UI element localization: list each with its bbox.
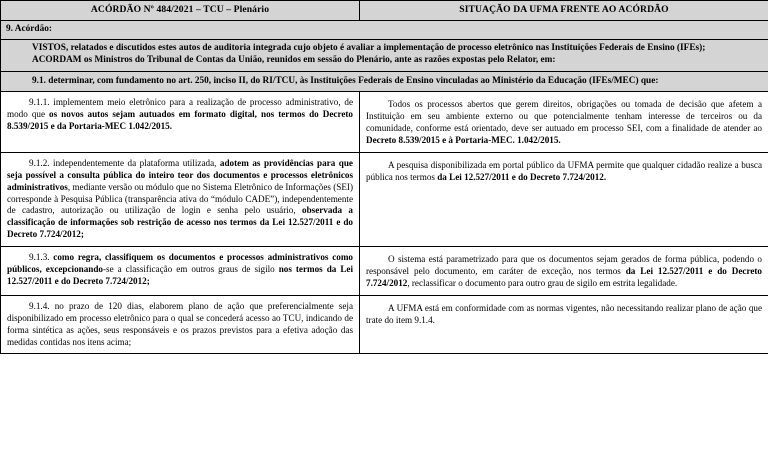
item-911-situacao-cell (360, 92, 768, 153)
preamble-vistos-keyword: VISTOS (32, 42, 66, 53)
item-914-number: 9.1.4. (29, 300, 50, 311)
item-912-acordao-text (7, 158, 353, 241)
item-914-acordao-text (7, 301, 353, 349)
table-row (1, 295, 768, 354)
item-913-number: 9.1.3. (29, 252, 50, 263)
item-913-bold-2: nos termos da Lei 12.527/2011 e do Decreto 7.724/2012; (7, 264, 353, 286)
item-913-resp-bold-1: da Lei 12.527/2011 e do Decreto 7.724/2012 (366, 266, 762, 288)
item-913-resp-plain-2: , reclassificar o documento para outro grau de sigilo em estrita legalidade. (407, 277, 678, 288)
item-912-situacao-cell (360, 152, 768, 246)
item-911-number: 9.1.1. (29, 97, 50, 108)
table-header-row (1, 1, 768, 21)
preamble-vistos-text: , relatados e discutidos estes autos de auditoria integrada cujo objeto é avaliar a implementação de processo eletrônico nas Instituições Federais de Ensino (IFEs); (65, 42, 706, 53)
item-914-plain-1: no prazo de 120 dias, elaborem plano de ação que preferencialmente seja disponibilizado em processo eletrônico para o qual se concederá acesso ao TCU, indicando de forma sintética as ações, seus responsáveis e os prazos previstos para a efetiva adoção das medidas contidas nos itens acima; (7, 300, 353, 347)
item-914-resp-plain-1: A UFMA está em conformidade com as normas vigentes, não necessitando realizar plano de ação que trate do item 9.1.4. (366, 302, 762, 325)
header-cell-situacao: SITUAÇÃO DA UFMA FRENTE AO ACÓRDÃO (360, 1, 768, 21)
determination-intro-cell (1, 71, 768, 92)
item-913-bold-1: como regra, classifiquem os documentos e processos administrativos como públicos, excepcionando (7, 252, 353, 275)
item-911-bold-1: os novos autos sejam autuados em formato digital, nos termos do Decreto 8.539/2015 e da Portaria-MEC 1.042/2015. (7, 109, 353, 132)
item-914-acordao-cell (1, 295, 360, 354)
header-cell-acordao: ACÓRDÃO Nº 484/2021 – TCU – Plenário (1, 1, 360, 21)
determination-intro-text: 9.1. determinar, com fundamento no art. 250, inciso II, do RI/TCU, às Instituições Federais de Ensino vinculadas ao Ministério da Educação (IFEs/MEC) que: (32, 75, 659, 86)
section-label-row (1, 21, 768, 40)
item-914-situacao-text (366, 303, 762, 327)
item-912-situacao-text (366, 160, 762, 184)
item-913-plain-2: -se a classificação em outros graus de sigilo (103, 264, 279, 275)
item-912-acordao-cell (1, 152, 360, 246)
item-913-acordao-text (7, 252, 353, 288)
preamble-cell (1, 39, 768, 71)
preamble-paragraph-acordam (6, 55, 763, 67)
item-911-situacao-text (366, 99, 762, 147)
item-912-bold-2: observada a classificação de informações sob restrição de acesso nos termos da Lei 12.527/2011 e do Decreto 7.724/2012; (7, 205, 353, 240)
item-911-resp-bold-1: Decreto 8.539/2015 e à Portaria-MEC. 1.042/2015. (366, 135, 561, 146)
item-911-acordao-text (7, 97, 353, 133)
item-912-plain-2: , mediante versão ou módulo que no Sistema Eletrônico de Informações (SEI) corresponde à Pesquisa Pública (transparência ativa do “módulo CADE”), independentemente de cadastro, autorização ou utilização de login e senha pelo usuário, (7, 181, 353, 216)
item-912-number: 9.1.2. (29, 157, 50, 168)
item-913-situacao-cell (360, 247, 768, 296)
item-913-situacao-text (366, 254, 762, 290)
item-914-situacao-cell (360, 295, 768, 354)
preamble-acordam-keyword: ACORDAM (32, 54, 82, 65)
table-row (1, 92, 768, 153)
table-row (1, 152, 768, 246)
preamble-row (1, 39, 768, 71)
preamble-paragraph-vistos (6, 43, 763, 55)
preamble-acordam-text: os Ministros do Tribunal de Contas da União, reunidos em sessão do Plenário, ante as razões expostas pelo Relator, em: (81, 54, 556, 65)
item-911-acordao-cell (1, 92, 360, 153)
item-913-acordao-cell (1, 247, 360, 296)
item-912-resp-bold-1: da Lei 12.527/2011 e do Decreto 7.724/2012. (437, 171, 607, 182)
item-911-resp-plain-1: Todos os processos abertos que gerem direitos, obrigações ou tomada de decisão que afetem a Instituição em seu ambiente externo ou que potencialmente tenham interesse de terceiros ou da comunidade, conforme está orientado, deve ser autuado em processo SEI, com a finalidade de atender ao (366, 99, 762, 134)
determination-intro-row (1, 71, 768, 92)
item-912-bold-1: adotem as providências para que seja possível a consulta pública do inteiro teor dos documentos e processos eletrônicos administrativos (7, 157, 353, 192)
section-label-acordao: 9. Acórdão: (1, 21, 768, 40)
item-912-resp-plain-1: A pesquisa disponibilizada em portal público da UFMA permite que qualquer cidadão realize a busca pública nos termos (366, 159, 762, 182)
table-row (1, 247, 768, 296)
item-913-resp-plain-1: O sistema está parametrizado para que os documentos sejam gerados de forma pública, podendo o responsável pelo documento, em caráter de exceção, nos termos (366, 254, 762, 277)
item-911-plain-1: implementem meio eletrônico para a realização de processo administrativo, de modo que (7, 97, 353, 120)
item-912-plain-1: independentemente da plataforma utilizada, (49, 157, 220, 168)
